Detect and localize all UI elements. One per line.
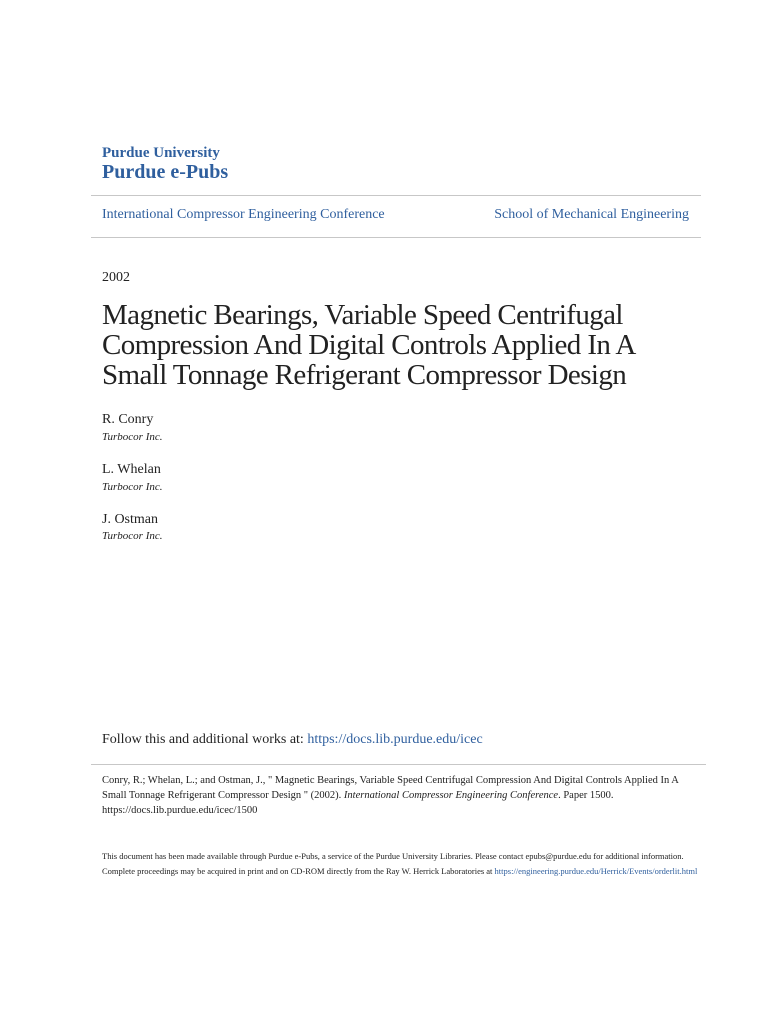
follow-line [102,732,483,748]
paper-title: Magnetic Bearings, Variable Speed Centrifugal Compression And Digital Controls Applied In A Small Tonnage Refrigerant Compressor Design [102,299,635,391]
divider-citation [91,764,706,765]
author-affiliation: Turbocor Inc. [102,530,163,542]
divider-top [91,195,701,196]
citation-paper-number: . Paper 1500. [558,790,614,801]
notice-block [102,849,702,878]
notice-proceedings: Complete proceedings may be acquired in print and on CD-ROM directly from the Ray W. Herrick Laboratories at [102,865,495,876]
citation-text: Conry, R.; Whelan, L.; and Ostman, J., " Magnetic Bearings, Variable Speed Centrifugal Compression And Digital Controls Applied In A Small Tonnage Refrigerant Compressor Design " (2002). [102,775,679,801]
collection-link[interactable]: https://docs.lib.purdue.edu/icec [307,732,483,747]
divider-bottom [91,237,701,238]
follow-label: Follow this and additional works at: [102,732,308,747]
herrick-link[interactable]: https://engineering.purdue.edu/Herrick/Events/orderlit.html [494,865,698,876]
notice-availability: This document has been made available through Purdue e-Pubs, a service of the Purdue University Libraries. Please contact epubs@purdue.edu for additional information. [102,851,684,861]
author-name: R. Conry [102,412,154,427]
citation-url: https://docs.lib.purdue.edu/icec/1500 [102,805,258,816]
conference-link[interactable]: International Compressor Engineering Conference [102,207,385,222]
author-name: L. Whelan [102,462,161,477]
citation-venue: International Compressor Engineering Conference [343,790,559,801]
publication-year: 2002 [102,270,130,285]
repository-link[interactable]: Purdue e-Pubs [102,161,229,183]
author-affiliation: Turbocor Inc. [102,431,163,443]
author-affiliation: Turbocor Inc. [102,481,163,493]
citation-block [102,773,702,818]
author-name: J. Ostman [102,512,158,527]
school-link[interactable]: School of Mechanical Engineering [494,207,689,222]
university-link[interactable]: Purdue University [102,145,220,161]
